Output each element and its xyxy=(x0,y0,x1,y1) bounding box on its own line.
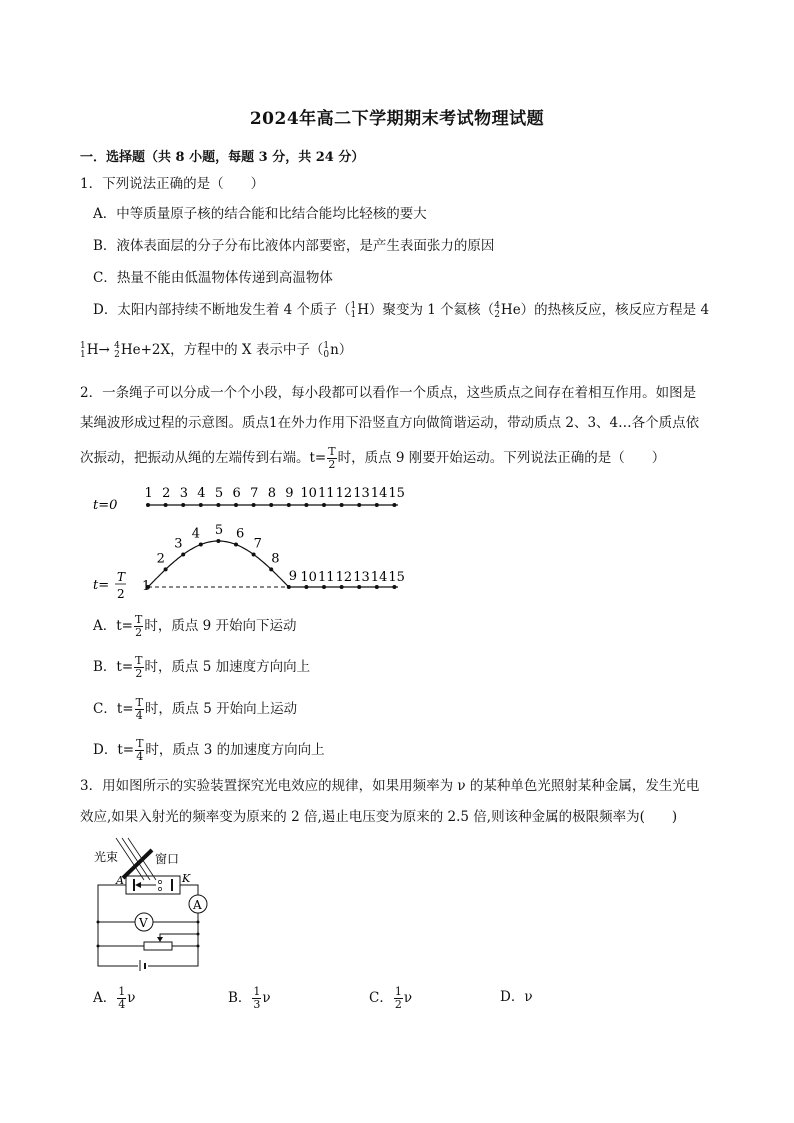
q2-stem-line3: 次振动，把振动从绳的左端传到右端。t= $\frac{T}{2}$ 时，质点 9 刚要开始运动。下列说法正确的是（ ） xyxy=(80,445,666,471)
wave-point-label: 15 xyxy=(388,570,405,585)
point-label: 15 xyxy=(388,486,405,501)
option-fraction: $\frac{1}{4}$ xyxy=(118,985,126,1011)
proton-nuclide: 1 1 xyxy=(350,300,357,320)
point-12 xyxy=(340,503,344,507)
point-label: 3 xyxy=(179,486,188,501)
option-fraction: $\frac{T}{4}$ xyxy=(135,696,143,722)
helium-nuclide: 4 2 xyxy=(494,300,500,320)
slider-arrow xyxy=(157,937,163,942)
q2-option-a: A．t= $\frac{T}{2}$ 时，质点 9 开始向下运动 xyxy=(93,613,297,639)
point-1 xyxy=(146,503,150,507)
option-fraction: $\frac{1}{2}$ xyxy=(394,985,402,1011)
window-label: 窗口 xyxy=(155,852,180,866)
option-fraction: $\frac{1}{3}$ xyxy=(253,985,261,1011)
point-label: 9 xyxy=(285,486,294,501)
q1-option-b: B．液体表面层的分子分布比液体内部要密，是产生表面张力的原因 xyxy=(93,238,495,254)
q1-stem: 1．下列说法正确的是（ ） xyxy=(80,176,265,192)
wave-point-label: 5 xyxy=(214,523,224,538)
q3-option-a: A． $\frac{1}{4}$ ν xyxy=(93,985,136,1011)
q1-option-a: A．中等质量原子核的结合能和比结合能均比轻核的要大 xyxy=(93,206,427,222)
rheostat xyxy=(144,942,172,950)
q1-option-c: C．热量不能由低温物体传递到高温物体 xyxy=(93,270,333,286)
q3-option-c: C． $\frac{1}{2}$ ν xyxy=(369,985,413,1011)
wave-point-label: 12 xyxy=(335,570,353,585)
point-3 xyxy=(181,503,185,507)
cathode-label: K xyxy=(182,872,191,885)
wave-point-11 xyxy=(322,585,326,589)
point-9 xyxy=(287,503,291,507)
anode-label: A xyxy=(116,874,124,887)
wave-point-label: 2 xyxy=(156,551,165,567)
slider-wire xyxy=(160,934,198,940)
point-label: 6 xyxy=(232,486,241,501)
point-13 xyxy=(357,503,361,507)
wave-point-label: 7 xyxy=(253,536,262,552)
wave-point-label: 3 xyxy=(174,536,183,552)
wave-point-label: 13 xyxy=(353,570,370,585)
q2-option-c: C．t= $\frac{T}{4}$ 时，质点 5 开始向上运动 xyxy=(93,696,298,722)
t-half-num: T xyxy=(117,570,126,584)
electron-arrow xyxy=(135,882,141,888)
window-glass xyxy=(123,850,152,878)
wave-point-label: 14 xyxy=(370,570,388,585)
point-label: 7 xyxy=(250,486,259,501)
wave-point-2 xyxy=(164,567,168,571)
wave-point-label: 6 xyxy=(236,526,245,542)
point-6 xyxy=(234,503,238,507)
q3-option-d: D．ν xyxy=(500,989,533,1005)
q2-stem-line1: 2．一条绳子可以分成一个个小段，每小段都可以看作一个质点，这些质点之间存在着相互作用。如图是 xyxy=(80,385,697,401)
point-label: 11 xyxy=(318,486,335,501)
light-beam-label: 光束 xyxy=(94,850,119,864)
point-15 xyxy=(392,503,396,507)
wave-point-label: 8 xyxy=(271,551,280,567)
eq-hydrogen-nuclide: 1 1 xyxy=(80,340,86,360)
t-half-label: t= xyxy=(93,578,110,593)
rope-wave-figure xyxy=(88,478,418,608)
wave-point-label: 11 xyxy=(318,570,335,585)
point-label: 10 xyxy=(300,486,317,501)
point-10 xyxy=(304,503,308,507)
q1-option-d: D．太阳内部持续不断地发生着 4 个质子（ 1 1 H）聚变为 1 个氦核（ 4 2 He）的热核反应，核反应方程是 4 xyxy=(93,300,710,320)
wave-point-13 xyxy=(357,585,361,589)
wave-point-15 xyxy=(392,585,396,589)
point-label: 12 xyxy=(335,486,353,501)
page-title: 2024年高二下学期期末考试物理试题 xyxy=(249,109,545,129)
option-fraction: $\frac{T}{4}$ xyxy=(136,737,144,763)
wave-crest xyxy=(148,541,289,587)
point-label: 1 xyxy=(144,486,153,501)
t0-points xyxy=(146,503,396,507)
wave-point-12 xyxy=(340,585,344,589)
wave-point-7 xyxy=(252,552,256,556)
wave-point-10 xyxy=(304,585,308,589)
eq-helium-nuclide: 4 2 xyxy=(114,340,120,360)
section-heading: 一．选择题（共 8 小题，每题 3 分，共 24 分） xyxy=(80,150,365,165)
wave-point-label: 1 xyxy=(142,579,151,594)
voltmeter-label: V xyxy=(139,916,148,930)
t-half-den: 2 xyxy=(117,587,125,601)
wave-point-8 xyxy=(269,567,273,571)
point-label: 4 xyxy=(197,486,206,501)
wave-point-5 xyxy=(216,539,220,543)
wave-labels xyxy=(142,523,405,594)
option-fraction: $\frac{T}{2}$ xyxy=(135,654,143,680)
wave-point-label: 10 xyxy=(300,570,317,585)
wave-point-3 xyxy=(181,552,185,556)
point-14 xyxy=(375,503,379,507)
neutron-nuclide: 1 0 xyxy=(323,340,330,360)
q1-option-d-text: D．太阳内部持续不断地发生着 4 个质子（ xyxy=(93,302,351,318)
wave-point-label: 4 xyxy=(191,526,201,542)
point-4 xyxy=(199,503,203,507)
q3-option-b: B． $\frac{1}{3}$ ν xyxy=(228,985,271,1011)
point-8 xyxy=(269,503,273,507)
t0-labels xyxy=(145,486,405,501)
wave-point-6 xyxy=(234,543,238,547)
q2-stem-fraction: $\frac{T}{2}$ xyxy=(328,445,336,471)
wave-point-9 xyxy=(287,585,291,589)
photoelectric-circuit xyxy=(88,836,223,971)
point-label: 13 xyxy=(353,486,370,501)
q3-stem-line1: 3．用如图所示的实验装置探究光电效应的规律，如果用频率为 ν 的某种单色光照射某种金属，发生光电 xyxy=(80,778,700,794)
wave-point-4 xyxy=(199,543,203,547)
point-11 xyxy=(322,503,326,507)
t0-label: t=0 xyxy=(93,498,118,513)
point-7 xyxy=(252,503,256,507)
point-5 xyxy=(216,503,220,507)
q1-reaction-equation: 1 1 H→ 4 2 He+2X，方程中的 X 表示中子（ 1 0 n） xyxy=(80,340,353,360)
q3-stem-line2: 效应,如果入射光的频率变为原来的 2 倍,遏止电压变为原来的 2.5 倍,则该种金属的极限频率为( ) xyxy=(80,809,678,825)
ammeter-label: A xyxy=(193,898,202,912)
q2-stem-line2: 某绳波形成过程的示意图。质点1在外力作用下沿竖直方向做简谐运动，带动质点 2、3、4…各个质点依 xyxy=(80,415,700,431)
wave-point-label: 9 xyxy=(288,569,298,584)
point-label: 14 xyxy=(370,486,388,501)
q2-option-b: B．t= $\frac{T}{2}$ 时，质点 5 加速度方向向上 xyxy=(93,654,311,680)
wave-point-14 xyxy=(375,585,379,589)
option-fraction: $\frac{T}{2}$ xyxy=(135,613,143,639)
point-2 xyxy=(164,503,168,507)
point-label: 2 xyxy=(162,486,171,501)
point-label: 5 xyxy=(214,486,224,501)
point-label: 8 xyxy=(267,486,276,501)
q2-option-d: D．t= $\frac{T}{4}$ 时，质点 3 的加速度方向向上 xyxy=(93,737,325,763)
